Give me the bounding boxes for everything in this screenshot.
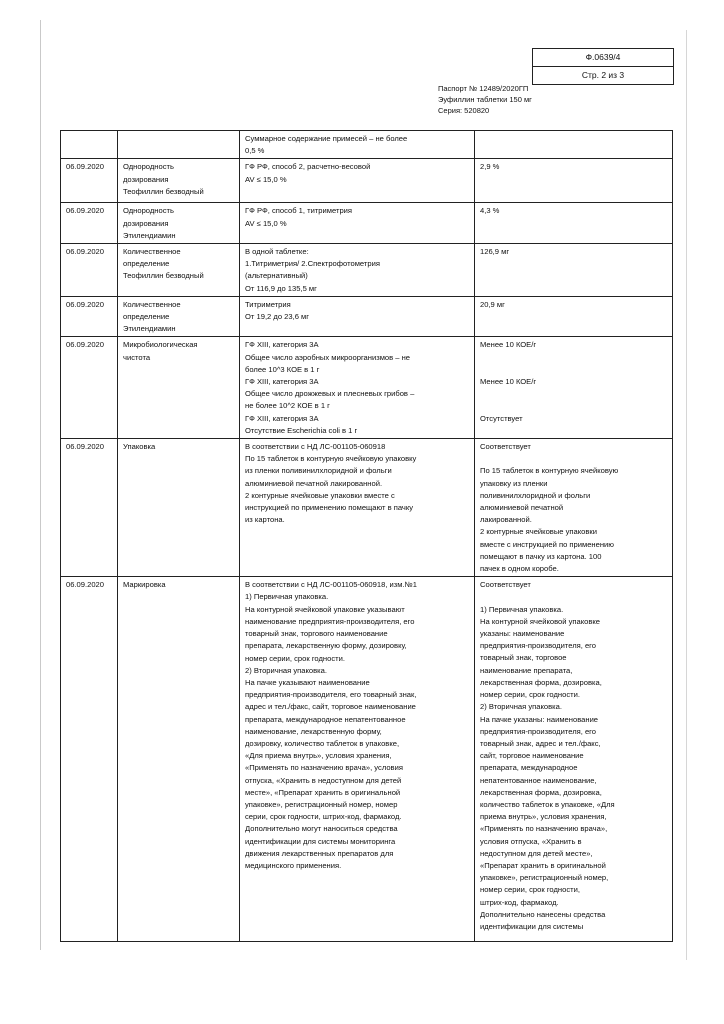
date-cell <box>61 577 118 942</box>
test-date: 06.09.2020 <box>66 247 105 257</box>
test-date: 06.09.2020 <box>66 340 105 350</box>
result-line: количество таблеток в упаковке, «Для <box>480 799 615 809</box>
result-cell <box>475 337 673 439</box>
specification-line: месте», «Препарат хранить в оригинальной <box>245 787 401 797</box>
passport-header <box>438 83 532 116</box>
date-cell <box>61 439 118 577</box>
specification-line: наименование, лекарственную форму, <box>245 726 382 736</box>
result-line: По 15 таблеток в контурную ячейковую <box>480 466 619 476</box>
result-cell <box>475 131 673 159</box>
specification-cell <box>240 439 475 577</box>
result-line: Менее 10 КОЕ/г <box>480 377 537 387</box>
result-line: товарный знак, адрес и тел./факс, <box>480 738 601 748</box>
specification-line: 0,5 % <box>245 146 265 156</box>
result-line: 2) Вторичная упаковка. <box>480 702 562 712</box>
result-line: препарата, международное <box>480 763 578 773</box>
result-line: упаковке», регистрационный номер, <box>480 873 609 883</box>
result-line <box>480 400 668 412</box>
result-line: сайт, торговое наименование <box>480 751 584 761</box>
test-name-line: Этилендиамин <box>123 230 176 240</box>
specification-line: препарата, лекарственную форму, дозировку, <box>245 641 407 651</box>
test-date: 06.09.2020 <box>66 442 105 452</box>
specification-line: В соответствии с НД ЛС-001105-060918 <box>245 442 386 452</box>
test-name-line: Упаковка <box>123 442 156 452</box>
test-name-cell <box>118 244 240 297</box>
specification-line: из пленки поливинилхлоридной и фольги <box>245 466 392 476</box>
specification-line: не более 10^2 КОЕ в 1 г <box>245 401 330 411</box>
date-cell <box>61 337 118 439</box>
result-line: «Применять по назначению врача», <box>480 824 608 834</box>
specification-line: отпуска, «Хранить в недоступном для детей <box>245 775 402 785</box>
result-line: Соответствует <box>480 442 531 452</box>
result-cell <box>475 577 673 942</box>
specification-line: 2) Вторичная упаковка. <box>245 665 327 675</box>
result-line: недоступном для детей месте», <box>480 848 593 858</box>
form-code-box <box>532 48 674 85</box>
specification-line: ГФ XIII, категория 3А <box>245 413 319 423</box>
result-line: поливинилхлоридной и фольги <box>480 490 591 500</box>
specification-line: «Для приема внутрь», условия хранения, <box>245 751 392 761</box>
specification-line: наименование предприятия-производителя, его <box>245 616 415 626</box>
date-cell <box>61 131 118 159</box>
table-row <box>61 159 673 203</box>
specification-line: движения лекарственных препаратов для <box>245 848 394 858</box>
test-date: 06.09.2020 <box>66 206 105 216</box>
test-name-line: Маркировка <box>123 580 166 590</box>
result-line: непатентованное наименование, <box>480 775 597 785</box>
result-line: 20,9 мг <box>480 299 505 309</box>
test-name-cell <box>118 159 240 203</box>
result-line <box>480 352 668 364</box>
scan-edge-right <box>686 30 687 960</box>
specification-line: серии, срок годности, штрих-код, фармакод. <box>245 812 402 822</box>
result-line: лекарственная форма, дозировка, <box>480 677 602 687</box>
date-cell <box>61 203 118 244</box>
test-name-line: дозирования <box>123 218 169 228</box>
product-name: Эуфиллин таблетки 150 мг <box>438 95 532 104</box>
specification-line: Суммарное содержание примесей – не более <box>245 134 408 143</box>
table-row <box>61 203 673 244</box>
specification-cell <box>240 131 475 159</box>
table-row <box>61 296 673 337</box>
specification-line: ГФ XIII, категория 3А <box>245 377 319 387</box>
test-name-cell <box>118 577 240 942</box>
result-line: наименование препарата, <box>480 665 573 675</box>
result-line: 2 контурные ячейковые упаковки <box>480 527 597 537</box>
test-name-line: Количественное <box>123 247 181 257</box>
specification-line: идентификации для системы мониторинга <box>245 836 396 846</box>
result-line: пачек в одном коробе. <box>480 564 559 574</box>
test-name-line: Этилендиамин <box>123 324 176 334</box>
result-line: номер серии, срок годности. <box>480 690 580 700</box>
page-number: Стр. 2 из 3 <box>533 66 673 84</box>
table-row <box>61 337 673 439</box>
specification-line: ГФ РФ, способ 2, расчетно-весовой <box>245 162 371 172</box>
specification-line: Общее число аэробных микроорганизмов – не <box>245 352 411 362</box>
specification-line: упаковке», регистрационный номер, номер <box>245 799 398 809</box>
result-cell <box>475 296 673 337</box>
test-name-line: Теофиллин безводный <box>123 271 204 281</box>
result-line: упаковку из пленки <box>480 478 548 488</box>
test-name-line: Количественное <box>123 299 181 309</box>
test-name-line: Однородность <box>123 162 174 172</box>
specification-line: адрес и тел./факс, сайт, торговое наименование <box>245 702 416 712</box>
specification-line: AV ≤ 15,0 % <box>245 218 287 228</box>
specification-line: 2 контурные ячейковые упаковки вместе с <box>245 490 395 500</box>
specification-line: Дополнительно могут наноситься средства <box>245 824 398 834</box>
test-date: 06.09.2020 <box>66 299 105 309</box>
specification-line: «Применять по назначению врача», условия <box>245 763 403 773</box>
specification-line: От 116,9 до 135,5 мг <box>245 283 317 293</box>
test-date: 06.09.2020 <box>66 162 105 172</box>
specification-cell <box>240 337 475 439</box>
result-cell <box>475 203 673 244</box>
result-line <box>480 591 668 603</box>
specification-line: Отсутствие Escherichia coli в 1 г <box>245 425 358 435</box>
specification-cell <box>240 296 475 337</box>
specification-line: В соответствии с НД ЛС-001105-060918, изм.№1 <box>245 580 417 590</box>
test-date: 06.09.2020 <box>66 580 105 590</box>
specification-line: предприятия-производителя, его товарный знак, <box>245 690 417 700</box>
result-line: Менее 10 КОЕ/г <box>480 340 537 350</box>
result-line: лакированной. <box>480 515 532 525</box>
result-line: предприятия-производителя, его <box>480 726 597 736</box>
specification-line: товарный знак, торгового наименование <box>245 629 388 639</box>
result-line: вместе с инструкцией по применению <box>480 539 614 549</box>
specification-line: AV ≤ 15,0 % <box>245 174 287 184</box>
result-line: Отсутствует <box>480 413 523 423</box>
specification-line: Титриметрия <box>245 299 291 309</box>
scan-edge-left <box>40 20 41 950</box>
specification-line: ГФ РФ, способ 1, титриметрия <box>245 206 353 216</box>
result-line: условия отпуска, «Хранить в <box>480 836 582 846</box>
result-line <box>480 364 668 376</box>
specification-line: 1) Первичная упаковка. <box>245 592 329 602</box>
specification-line: На пачке указывают наименование <box>245 677 370 687</box>
result-line: Соответствует <box>480 580 531 590</box>
result-line: 126,9 мг <box>480 247 510 257</box>
result-line: товарный знак, торговое <box>480 653 567 663</box>
test-name-line: дозирования <box>123 174 169 184</box>
specification-line: алюминиевой печатной лакированной. <box>245 478 383 488</box>
result-line: номер серии, срок годности, <box>480 885 580 895</box>
table-row <box>61 577 673 942</box>
result-line: Дополнительно нанесены средства <box>480 909 606 919</box>
date-cell <box>61 296 118 337</box>
result-line: «Препарат хранить в оригинальной <box>480 860 606 870</box>
test-name-line: определение <box>123 312 170 322</box>
form-code: Ф.0639/4 <box>585 52 621 62</box>
result-line: 4,3 % <box>480 206 500 216</box>
test-results-table <box>60 130 673 942</box>
specification-line: инструкцией по применению помещают в пачку <box>245 503 414 513</box>
result-cell <box>475 439 673 577</box>
specification-line: В одной таблетке: <box>245 247 309 257</box>
specification-line: (альтернативный) <box>245 271 308 281</box>
specification-line: ГФ XIII, категория 3А <box>245 340 319 350</box>
table-row <box>61 244 673 297</box>
table-row <box>61 439 673 577</box>
result-cell <box>475 244 673 297</box>
result-line: На пачке указаны: наименование <box>480 714 599 724</box>
result-line: предприятия-производителя, его <box>480 641 597 651</box>
result-line: алюминиевой печатной <box>480 503 564 513</box>
test-name-cell <box>118 203 240 244</box>
specification-cell <box>240 244 475 297</box>
series-number: Серия: 520820 <box>438 106 490 115</box>
specification-line: медицинского применения. <box>245 860 342 870</box>
result-line: штрих-код, фармакод. <box>480 897 559 907</box>
result-line <box>480 388 668 400</box>
test-name-cell <box>118 131 240 159</box>
specification-line: От 19,2 до 23,6 мг <box>245 312 310 322</box>
result-line: лекарственная форма, дозировка, <box>480 787 602 797</box>
result-line: На контурной ячейковой упаковке <box>480 616 601 626</box>
specification-line: номер серии, срок годности. <box>245 653 345 663</box>
result-line: 2,9 % <box>480 162 500 172</box>
result-line: 1) Первичная упаковка. <box>480 604 564 614</box>
specification-line: Общее число дрожжевых и плесневых грибов – <box>245 389 415 399</box>
result-line: идентификации для системы <box>480 921 584 931</box>
specification-line: дозировку, количество таблеток в упаковке, <box>245 738 400 748</box>
specification-cell <box>240 203 475 244</box>
result-line: указаны: наименование <box>480 629 565 639</box>
test-name-cell <box>118 439 240 577</box>
date-cell <box>61 159 118 203</box>
test-name-line: чистота <box>123 352 151 362</box>
specification-line: более 10^3 КОЕ в 1 г <box>245 364 320 374</box>
specification-line: 1.Титриметрия/ 2.Спектрофотометрия <box>245 259 380 269</box>
result-line <box>480 453 668 465</box>
test-name-line: Микробиологическая <box>123 340 198 350</box>
result-cell <box>475 159 673 203</box>
test-name-line: Теофиллин безводный <box>123 186 204 196</box>
date-cell <box>61 244 118 297</box>
table-row <box>61 131 673 159</box>
test-name-line: Однородность <box>123 206 174 216</box>
specification-line: По 15 таблеток в контурную ячейковую упаковку <box>245 454 417 464</box>
specification-line: На контурной ячейковой упаковке указывают <box>245 604 405 614</box>
test-name-cell <box>118 337 240 439</box>
test-name-cell <box>118 296 240 337</box>
specification-cell <box>240 577 475 942</box>
test-name-line: определение <box>123 259 170 269</box>
passport-number: Паспорт № 12489/2020ГП <box>438 84 529 93</box>
specification-cell <box>240 159 475 203</box>
specification-line: из картона. <box>245 515 285 525</box>
result-line: приема внутрь», условия хранения, <box>480 812 607 822</box>
specification-line: препарата, международное непатентованное <box>245 714 406 724</box>
result-line: помещают в пачку из картона. 100 <box>480 551 602 561</box>
